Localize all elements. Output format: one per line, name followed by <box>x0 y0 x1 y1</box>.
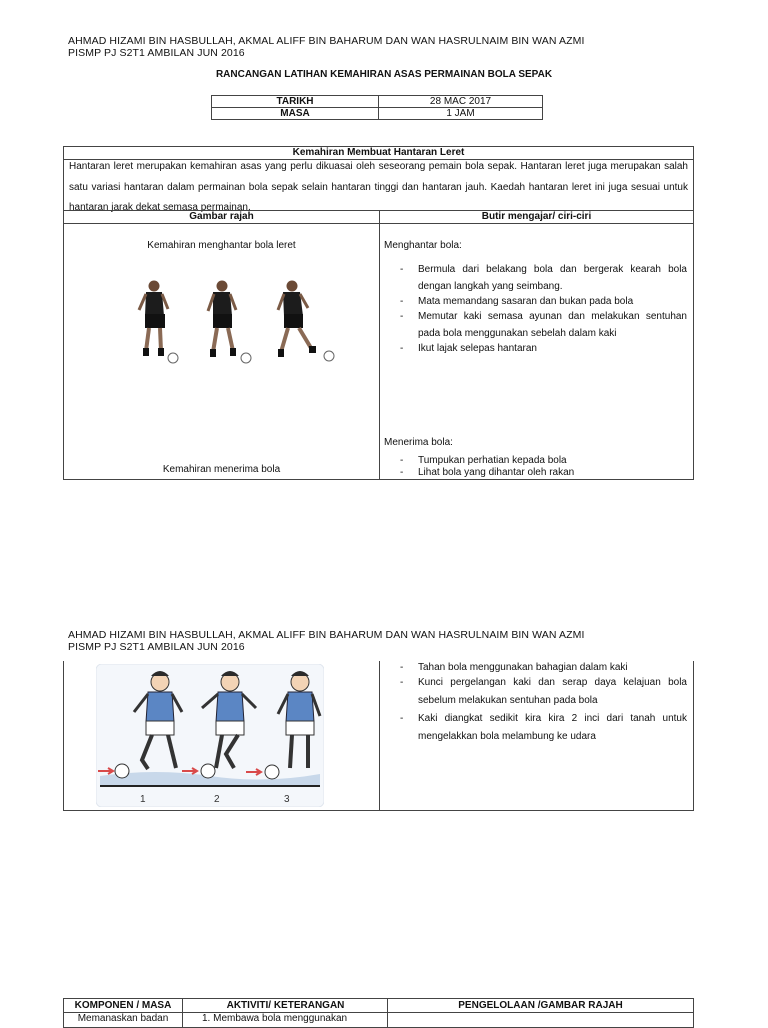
column-header-row <box>64 210 693 224</box>
pass-heading: Menghantar bola: <box>384 240 462 251</box>
page2-header-authors: AHMAD HIZAMI BIN HASBULLAH, AKMAL ALIFF BIN BAHARUM DAN WAN HASRULNAIM BIN WAN AZMI <box>68 629 585 641</box>
list-item: - Kunci pergelangan kaki dan serap daya kelajuan bola sebelum melakukan sentuhan pada bola <box>384 674 687 710</box>
info-value-date: 28 MAC 2017 <box>379 96 543 108</box>
passing-sequence-figure <box>129 276 379 371</box>
list-item: - Bermula dari belakang bola dan bergerak kearah bola dengan langkah yang seimbang. <box>384 261 687 295</box>
receive-heading: Menerima bola: <box>384 437 453 448</box>
pass-points-list <box>384 261 687 355</box>
col-header-activity: AKTIVITI/ KETERANGAN <box>182 999 388 1012</box>
receive-points-list <box>384 455 687 479</box>
page2-header-program: PISMP PJ S2T1 AMBILAN JUN 2016 <box>68 641 245 653</box>
list-item: - Tahan bola menggunakan bahagian dalam kaki <box>384 662 687 674</box>
receiving-sequence-figure <box>96 664 324 807</box>
player-figure-3 <box>278 281 334 362</box>
step-label-2: 2 <box>214 794 220 805</box>
row1-component: Memanaskan badan <box>77 1013 169 1024</box>
row1-activity: 1. Membawa bola menggunakan <box>202 1013 348 1024</box>
col-header-component: KOMPONEN / MASA <box>74 1000 172 1011</box>
list-item: - Lihat bola yang dihantar oleh rakan <box>384 467 687 479</box>
skill-intro: Hantaran leret merupakan kemahiran asas yang perlu dikuasai oleh seseorang pemain bola sepak. Hantaran leret juga merupakan salah satu variasi hantaran dalam permainan bola sepak selain hantaran tinggi dan hantaran jauh. Kaedah hantaran leret ini juga sesuai untuk hantaran jarak dekat semasa permainan. <box>69 161 688 213</box>
list-item: - Kaki diangkat sedikit kira kira 2 inci dari tanah untuk mengelakkan bola melambung ke udara <box>384 710 687 746</box>
list-item: - Mata memandang sasaran dan bukan pada bola <box>384 295 687 308</box>
player-figure-2 <box>208 281 251 364</box>
info-label-duration: MASA <box>212 108 379 120</box>
skill-table <box>63 146 694 480</box>
info-table <box>211 95 543 120</box>
step-label-3: 3 <box>284 794 290 805</box>
receive-points-cont-list <box>384 662 687 746</box>
info-value-duration: 1 JAM <box>379 108 543 120</box>
skill-heading: Kemahiran Membuat Hantaran Leret <box>64 147 693 160</box>
figure2-caption: Kemahiran menerima bola <box>162 464 281 475</box>
figure1-caption: Kemahiran menghantar bola leret <box>147 240 296 251</box>
list-item: - Ikut lajak selepas hantaran <box>384 342 687 355</box>
continuation-table <box>63 661 694 811</box>
step-label-1: 1 <box>140 794 146 805</box>
info-label-date: TARIKH <box>212 96 379 108</box>
activity-table-header <box>64 999 693 1013</box>
col-header-organisation: PENGELOLAAN /GAMBAR RAJAH <box>387 999 693 1012</box>
player-figure-1 <box>139 281 178 364</box>
page1-header-program: PISMP PJ S2T1 AMBILAN JUN 2016 <box>68 47 245 59</box>
page-title: RANCANGAN LATIHAN KEMAHIRAN ASAS PERMAINAN BOLA SEPAK <box>215 69 553 80</box>
col-header-points: Butir mengajar/ ciri-ciri <box>379 211 693 223</box>
list-item: - Memutar kaki semasa ayunan dan melakukan sentuhan pada bola menggunakan sebelah dalam kaki <box>384 308 687 342</box>
page1-header-authors: AHMAD HIZAMI BIN HASBULLAH, AKMAL ALIFF BIN BAHARUM DAN WAN HASRULNAIM BIN WAN AZMI <box>68 35 585 47</box>
col-header-figure: Gambar rajah <box>189 211 254 222</box>
list-item: - Tumpukan perhatian kepada bola <box>384 455 687 467</box>
